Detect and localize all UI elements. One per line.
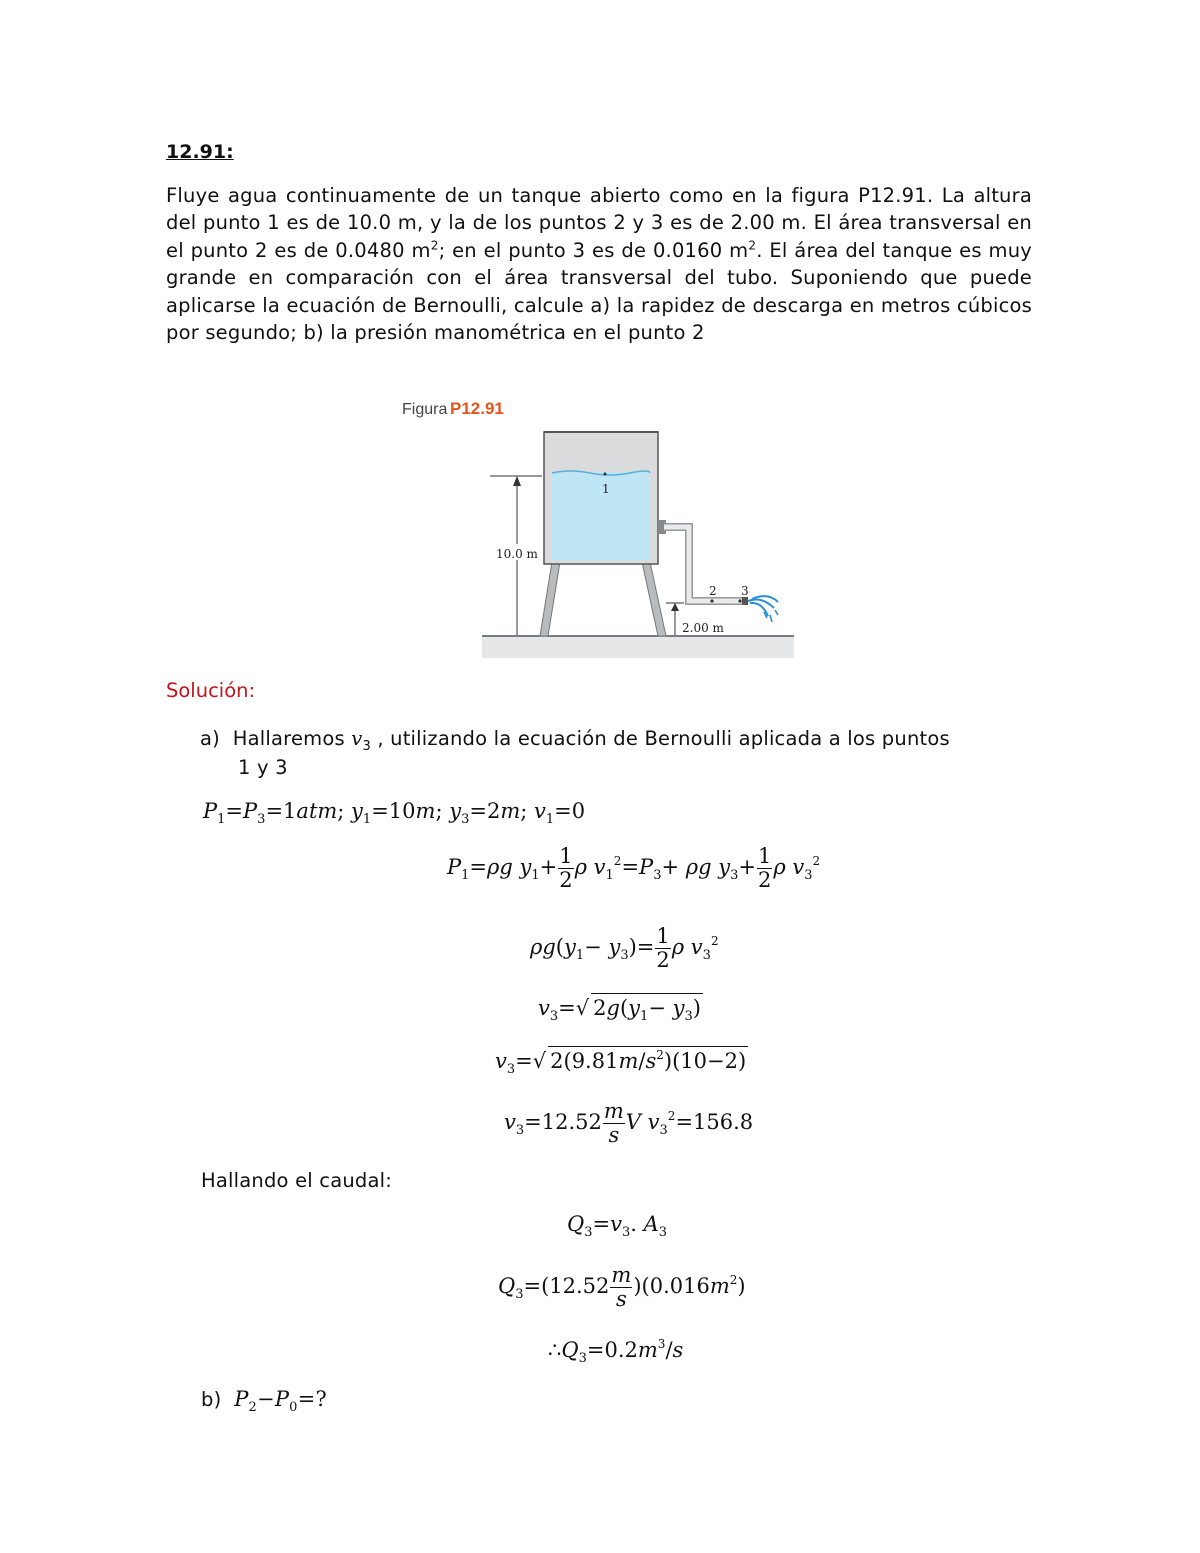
item-a-marker: a) — [200, 727, 220, 750]
point-3-label: 3 — [741, 584, 749, 598]
statement-text-1: Fluye agua continuamente de un tanque abierto como en la figura P12.91. La altura del punto 1 es de 10.0 m, y la de los puntos 2 y 3 es de 2.00 m. El área transversal en el punto 2 es de 0.0480 m — [166, 184, 1032, 262]
exponent-1: 2 — [430, 238, 439, 253]
equation-simplified: $\rho g(y_1- y_3)=$ $\frac{1}{2}$ ρ $v_3^2$ — [530, 924, 719, 972]
exponent-2: 2 — [748, 238, 757, 253]
statement-text-2: ; en el punto 3 es de 0.0160 m — [438, 238, 749, 262]
item-a — [200, 724, 1032, 782]
equation-givens: $P_1=P_3=1atm$; $y_1=10m$; $y_3=2m$; $v_1=0$ — [203, 799, 586, 827]
item-a-text-after: , utilizando la ecuación de Bernoulli aplicada a los puntos — [370, 727, 950, 750]
tank-figure — [400, 396, 800, 662]
tank-leg-left — [540, 562, 560, 636]
item-a-var-sub: 3 — [362, 739, 371, 754]
equation-v3-substituted: $v_3=√$ $2(9.81m/s^2)(10-2)$ — [495, 1048, 747, 1077]
item-a-var: v — [351, 727, 363, 750]
equation-v3-formula: $v_3=√$ $2g(y_1- y_3)$ — [538, 993, 703, 1020]
figure-caption-id: P12.91 — [450, 399, 504, 418]
figure-caption-prefix: Figura — [402, 401, 448, 418]
solution-label: Solución: — [166, 679, 256, 702]
problem-number: 12.91: — [166, 141, 234, 163]
item-a-text: Hallaremos — [232, 727, 352, 750]
problem-statement — [166, 182, 1032, 346]
caudal-label: Hallando el caudal: — [201, 1169, 393, 1192]
ground — [482, 636, 794, 658]
item-a-text-line2: 1 y 3 — [238, 756, 288, 779]
item-b — [201, 1387, 327, 1415]
equation-bernoulli: $P_1=\rho g$ $y_1+$ $\frac{1}{2}$ ρ $v_1^2=P_3+ \rho g$ $y_3+$ $\frac{1}{2}$ ρ $v_3^2$ — [447, 844, 821, 892]
point-1-label: 1 — [602, 482, 610, 496]
equation-q3-result: $\therefore Q_3=0.2m^3/s$ — [548, 1337, 684, 1366]
water-spray — [748, 596, 778, 616]
pipe-height-label: 2.00 m — [682, 621, 724, 635]
height-label: 10.0 m — [496, 547, 538, 561]
equation-gauge-pressure: $P_2-P_0=$? — [234, 1387, 327, 1415]
tank-leg-right — [642, 562, 666, 636]
point-2-label: 2 — [709, 584, 717, 598]
equation-q3-formula: $Q_3=v_3$. $A_3$ — [567, 1212, 668, 1240]
item-b-marker: b) — [201, 1388, 222, 1411]
water — [552, 472, 650, 560]
equation-v3-result: $v_3=12.52$ $\frac{m}{s}$ V $v_3^2=156.8$ — [504, 1099, 754, 1147]
statement-text-3: . El área del tanque es muy grande en comparación con el área transversal del tubo. Suponiendo que puede aplicarse la ecuación de Bernoulli, calcule a) la rapidez de descarga en metros cúbicos por segundo; b) la presión manométrica en el punto 2 — [166, 238, 1033, 345]
equation-q3-substituted: $Q_3=(12.52$ $\frac{m}{s}$ )$(0.016m^2)$ — [498, 1263, 746, 1311]
